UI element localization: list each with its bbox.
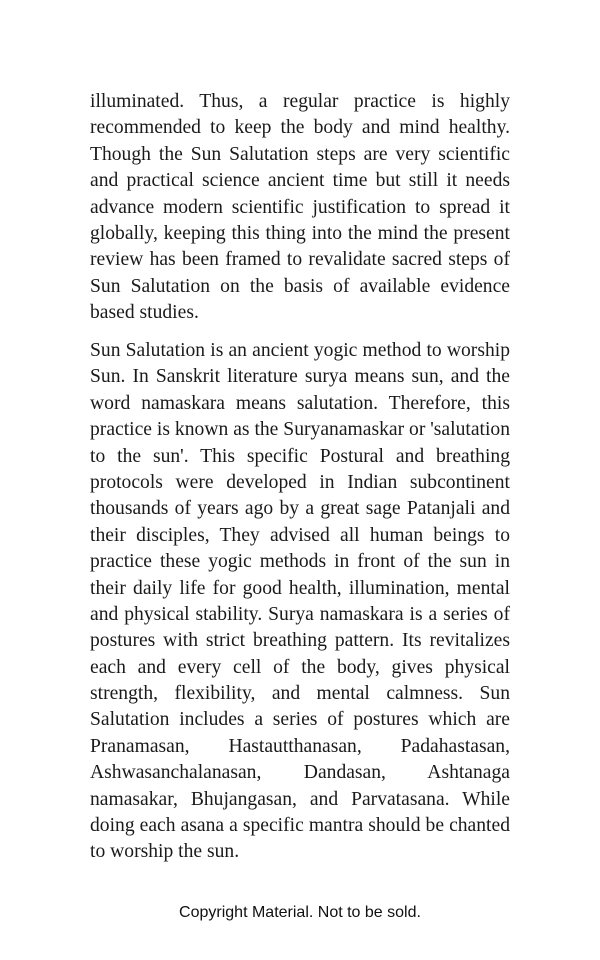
text-line: word namaskara means salutation. Therefore, this (90, 392, 510, 414)
text-line: and physical stability. Surya namaskara is a series of (90, 603, 510, 625)
text-line: Sun Salutation on the basis of available evidence (90, 275, 510, 297)
text-line: doing each asana a specific mantra should be chanted (90, 815, 510, 837)
text-line: Though the Sun Salutation steps are very scientific (90, 143, 510, 165)
text-line: Ashwasanchalanasan, Dandasan, Ashtanaga (90, 762, 510, 784)
text-line: review has been framed to revalidate sacred steps of (90, 249, 510, 271)
text-line: their disciples, They advised all human beings to (90, 524, 510, 546)
text-line: illuminated. Thus, a regular practice is highly (90, 91, 510, 112)
text-line: globally, keeping this thing into the mind the present (90, 222, 510, 244)
paragraph-1 (90, 89, 510, 327)
text-line: strength, flexibility, and mental calmness. Sun (90, 683, 510, 705)
text-line: their daily life for good health, illumination, mental (90, 577, 510, 599)
text-line: practice is known as the Suryanamaskar or 'salutation (90, 419, 510, 441)
text-line: based studies. (90, 302, 199, 324)
text-line: to worship the sun. (90, 841, 240, 863)
text-line: Sun. In Sanskrit literature surya means sun, and the (90, 366, 510, 388)
text-line: protocols were developed in Indian subcontinent (90, 471, 510, 493)
paragraph-2 (90, 338, 510, 866)
text-line: thousands of years ago by a great sage Patanjali and (90, 498, 510, 520)
text-line: advance modern scientific justification to spread it (90, 196, 510, 218)
text-line: namasakar, Bhujangasan, and Parvatasana. While (90, 788, 510, 810)
text-line: each and every cell of the body, gives physical (90, 656, 510, 678)
text-line: practice these yogic methods in front of the sun in (90, 551, 510, 573)
text-line: postures with strict breathing pattern. Its revitalizes (90, 630, 510, 652)
text-line: Pranamasan, Hastautthanasan, Padahastasan, (90, 735, 510, 757)
text-line: to the sun'. This specific Postural and breathing (90, 445, 510, 467)
text-line: Salutation includes a series of postures which are (90, 709, 510, 731)
text-line: and practical science ancient time but still it needs (90, 170, 510, 192)
text-line: recommended to keep the body and mind healthy. (90, 117, 510, 139)
copyright-footer: Copyright Material. Not to be sold. (179, 904, 421, 921)
text-line: Sun Salutation is an ancient yogic method to worship (90, 340, 510, 361)
